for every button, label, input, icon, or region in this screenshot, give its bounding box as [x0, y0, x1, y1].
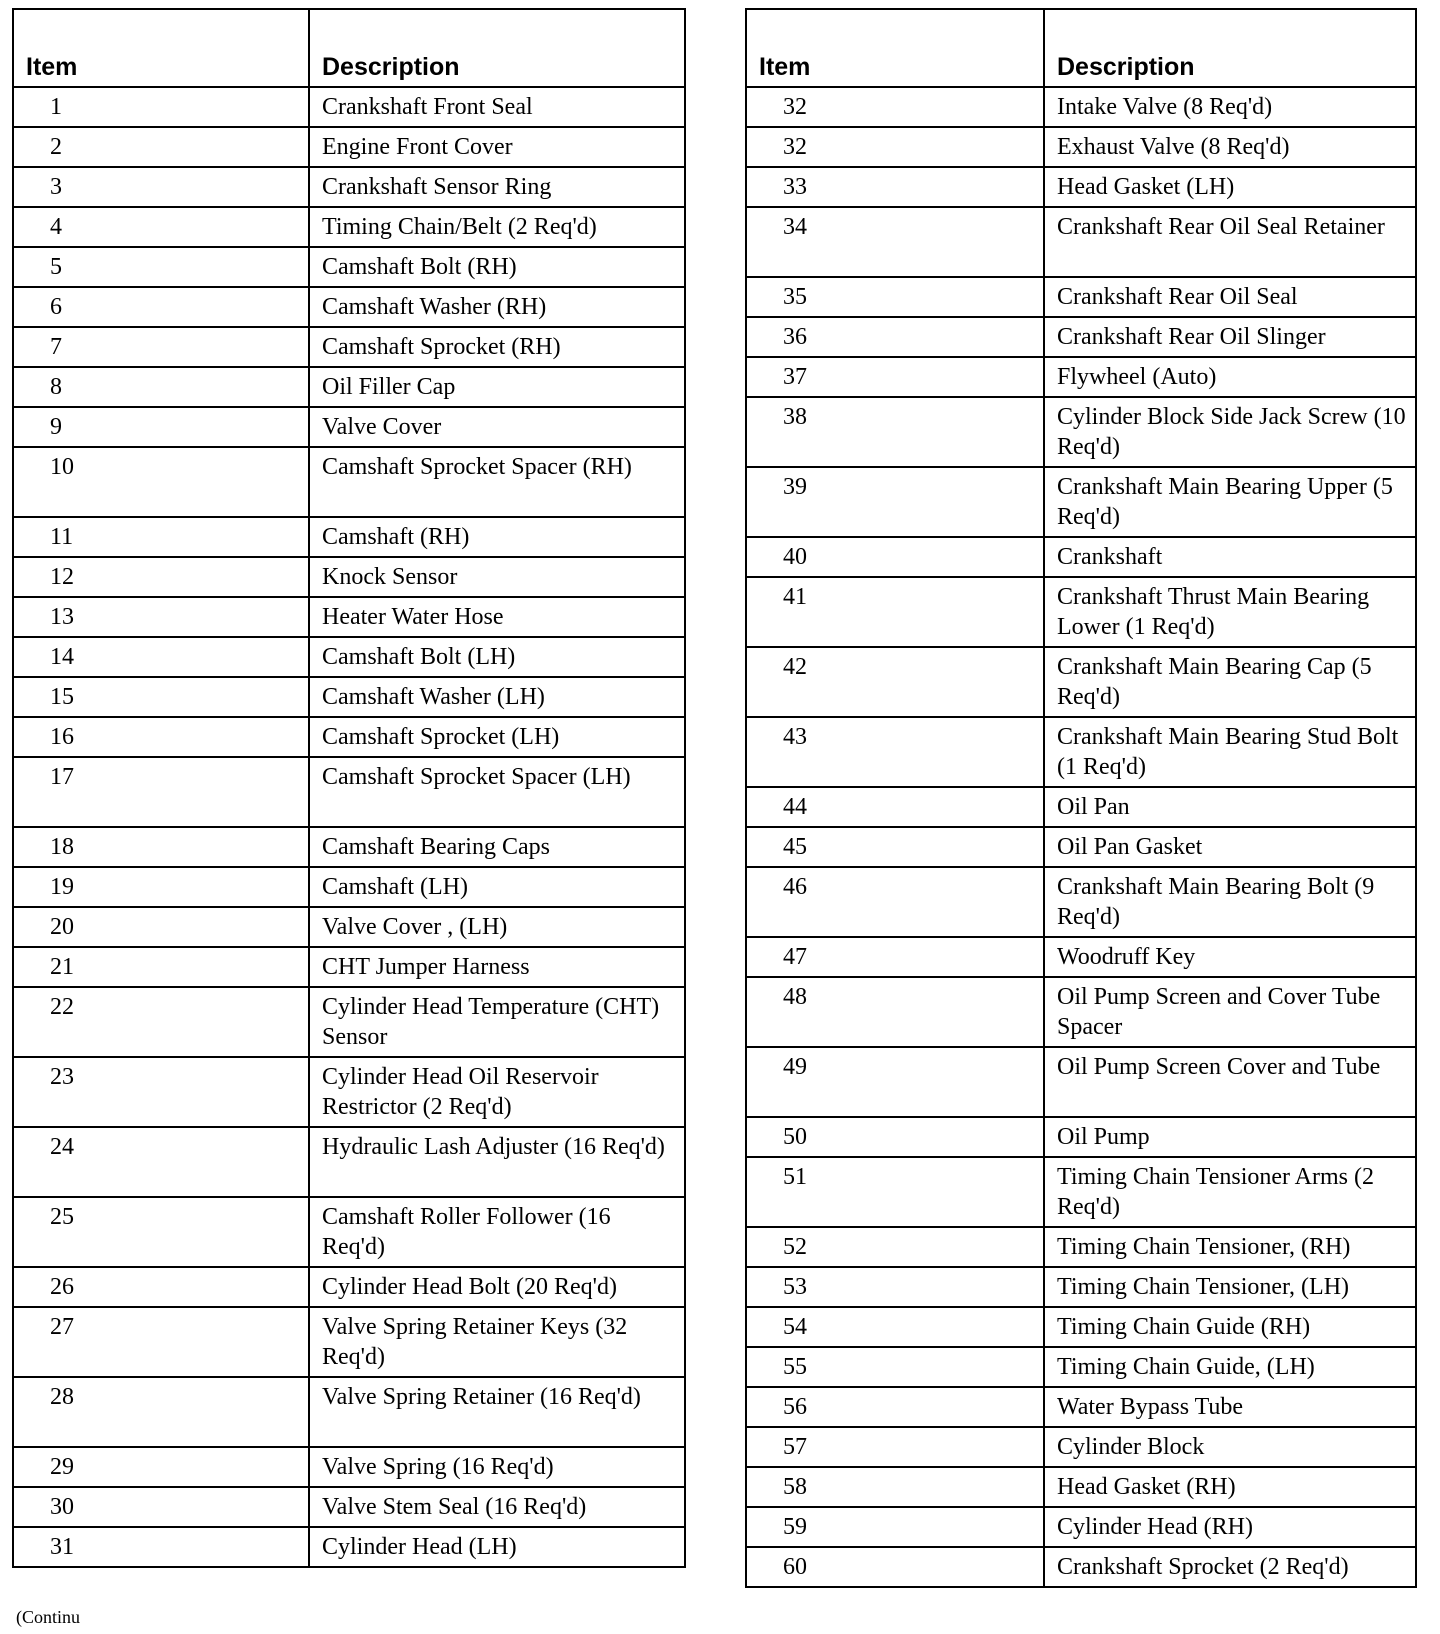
item-number: 52 — [746, 1227, 1044, 1267]
item-number: 31 — [13, 1527, 309, 1567]
item-number: 36 — [746, 317, 1044, 357]
item-number: 19 — [13, 867, 309, 907]
item-description: Valve Spring Retainer Keys (32 Req'd) — [309, 1307, 685, 1377]
item-description: Water Bypass Tube — [1044, 1387, 1416, 1427]
parts-table-right — [745, 8, 1417, 1588]
item-number: 60 — [746, 1547, 1044, 1587]
table-row — [13, 947, 685, 987]
table-row — [746, 937, 1416, 977]
item-description: Valve Stem Seal (16 Req'd) — [309, 1487, 685, 1527]
item-number: 10 — [13, 447, 309, 517]
item-column-header: Item — [746, 9, 1044, 87]
item-number: 54 — [746, 1307, 1044, 1347]
table-row — [13, 167, 685, 207]
item-number: 42 — [746, 647, 1044, 717]
table-row — [13, 1057, 685, 1127]
item-description: Knock Sensor — [309, 557, 685, 597]
table-row — [13, 987, 685, 1057]
table-row — [746, 1307, 1416, 1347]
table-row — [746, 647, 1416, 717]
table-row — [746, 577, 1416, 647]
table-row — [13, 637, 685, 677]
table-row — [746, 1267, 1416, 1307]
table-row — [13, 1527, 685, 1567]
table-row — [13, 597, 685, 637]
item-number: 44 — [746, 787, 1044, 827]
item-number: 47 — [746, 937, 1044, 977]
table-row — [746, 1157, 1416, 1227]
item-description: Camshaft Washer (RH) — [309, 287, 685, 327]
item-number: 29 — [13, 1447, 309, 1487]
item-number: 41 — [746, 577, 1044, 647]
table-row — [13, 447, 685, 517]
item-description: Crankshaft Thrust Main Bearing Lower (1 Req'd) — [1044, 577, 1416, 647]
table-row — [746, 207, 1416, 277]
table-row — [13, 757, 685, 827]
item-description: Oil Pump Screen Cover and Tube — [1044, 1047, 1416, 1117]
item-description: Cylinder Block Side Jack Screw (10 Req'd) — [1044, 397, 1416, 467]
description-column-header: Description — [1044, 9, 1416, 87]
item-number: 57 — [746, 1427, 1044, 1467]
item-description: Oil Pan — [1044, 787, 1416, 827]
item-number: 33 — [746, 167, 1044, 207]
table-row — [746, 127, 1416, 167]
table-row — [13, 1197, 685, 1267]
table-row — [13, 1307, 685, 1377]
item-number: 37 — [746, 357, 1044, 397]
item-number: 38 — [746, 397, 1044, 467]
item-number: 59 — [746, 1507, 1044, 1547]
item-number: 11 — [13, 517, 309, 557]
table-row — [13, 287, 685, 327]
table-row — [13, 207, 685, 247]
table-row — [13, 127, 685, 167]
item-number: 49 — [746, 1047, 1044, 1117]
item-number: 22 — [13, 987, 309, 1057]
table-row — [746, 827, 1416, 867]
item-number: 27 — [13, 1307, 309, 1377]
table-row — [13, 907, 685, 947]
table-row — [746, 717, 1416, 787]
item-number: 3 — [13, 167, 309, 207]
item-description: Crankshaft Rear Oil Seal Retainer — [1044, 207, 1416, 277]
item-description: Crankshaft Front Seal — [309, 87, 685, 127]
table-row — [746, 1047, 1416, 1117]
table-row — [746, 1547, 1416, 1587]
item-number: 53 — [746, 1267, 1044, 1307]
table-header — [13, 9, 685, 87]
item-number: 14 — [13, 637, 309, 677]
table-row — [13, 87, 685, 127]
item-description: Heater Water Hose — [309, 597, 685, 637]
item-column-header: Item — [13, 9, 309, 87]
table-row — [13, 327, 685, 367]
item-number: 46 — [746, 867, 1044, 937]
item-number: 51 — [746, 1157, 1044, 1227]
item-description: Timing Chain/Belt (2 Req'd) — [309, 207, 685, 247]
item-description: Camshaft Bolt (RH) — [309, 247, 685, 287]
item-description: Flywheel (Auto) — [1044, 357, 1416, 397]
item-number: 25 — [13, 1197, 309, 1267]
item-description: Oil Pan Gasket — [1044, 827, 1416, 867]
item-description: CHT Jumper Harness — [309, 947, 685, 987]
table-row — [746, 1507, 1416, 1547]
item-description: Camshaft Sprocket (RH) — [309, 327, 685, 367]
item-description: Hydraulic Lash Adjuster (16 Req'd) — [309, 1127, 685, 1197]
item-number: 40 — [746, 537, 1044, 577]
item-description: Camshaft Sprocket Spacer (RH) — [309, 447, 685, 517]
table-row — [746, 357, 1416, 397]
item-description: Head Gasket (RH) — [1044, 1467, 1416, 1507]
item-number: 56 — [746, 1387, 1044, 1427]
item-description: Woodruff Key — [1044, 937, 1416, 977]
item-description: Crankshaft — [1044, 537, 1416, 577]
item-number: 30 — [13, 1487, 309, 1527]
table-row — [13, 247, 685, 287]
item-description: Timing Chain Guide, (LH) — [1044, 1347, 1416, 1387]
item-description: Camshaft (LH) — [309, 867, 685, 907]
table-row — [13, 827, 685, 867]
item-description: Oil Pump Screen and Cover Tube Spacer — [1044, 977, 1416, 1047]
item-number: 12 — [13, 557, 309, 597]
item-number: 32 — [746, 87, 1044, 127]
item-description: Timing Chain Tensioner Arms (2 Req'd) — [1044, 1157, 1416, 1227]
item-description: Cylinder Block — [1044, 1427, 1416, 1467]
item-number: 18 — [13, 827, 309, 867]
item-number: 35 — [746, 277, 1044, 317]
table-row — [13, 1267, 685, 1307]
item-description: Crankshaft Rear Oil Slinger — [1044, 317, 1416, 357]
item-number: 23 — [13, 1057, 309, 1127]
item-description: Crankshaft Sprocket (2 Req'd) — [1044, 1547, 1416, 1587]
item-description: Cylinder Head (LH) — [309, 1527, 685, 1567]
item-description: Timing Chain Guide (RH) — [1044, 1307, 1416, 1347]
item-number: 4 — [13, 207, 309, 247]
item-number: 15 — [13, 677, 309, 717]
item-description: Camshaft Bolt (LH) — [309, 637, 685, 677]
table-row — [13, 407, 685, 447]
item-description: Camshaft Sprocket Spacer (LH) — [309, 757, 685, 827]
table-row — [13, 867, 685, 907]
item-number: 13 — [13, 597, 309, 637]
item-description: Camshaft (RH) — [309, 517, 685, 557]
table-row — [746, 317, 1416, 357]
table-row — [13, 367, 685, 407]
table-row — [13, 717, 685, 757]
table-row — [13, 1377, 685, 1447]
item-description: Engine Front Cover — [309, 127, 685, 167]
item-number: 1 — [13, 87, 309, 127]
item-number: 55 — [746, 1347, 1044, 1387]
item-description: Valve Cover , (LH) — [309, 907, 685, 947]
item-description: Cylinder Head Oil Reservoir Restrictor (2 Req'd) — [309, 1057, 685, 1127]
item-number: 6 — [13, 287, 309, 327]
table-row — [746, 1387, 1416, 1427]
item-description: Crankshaft Main Bearing Bolt (9 Req'd) — [1044, 867, 1416, 937]
item-description: Cylinder Head Bolt (20 Req'd) — [309, 1267, 685, 1307]
item-description: Camshaft Washer (LH) — [309, 677, 685, 717]
item-description: Camshaft Sprocket (LH) — [309, 717, 685, 757]
table-row — [746, 537, 1416, 577]
table-row — [746, 277, 1416, 317]
table-row — [746, 977, 1416, 1047]
item-description: Crankshaft Main Bearing Upper (5 Req'd) — [1044, 467, 1416, 537]
table-row — [746, 1227, 1416, 1267]
item-description: Timing Chain Tensioner, (LH) — [1044, 1267, 1416, 1307]
item-number: 16 — [13, 717, 309, 757]
table-row — [13, 557, 685, 597]
item-number: 43 — [746, 717, 1044, 787]
continued-footnote: (Continu — [16, 1607, 81, 1627]
item-description: Cylinder Head Temperature (CHT) Sensor — [309, 987, 685, 1057]
table-row — [13, 1487, 685, 1527]
item-description: Cylinder Head (RH) — [1044, 1507, 1416, 1547]
item-number: 28 — [13, 1377, 309, 1447]
item-number: 58 — [746, 1467, 1044, 1507]
item-description: Oil Filler Cap — [309, 367, 685, 407]
table-row — [13, 517, 685, 557]
description-column-header: Description — [309, 9, 685, 87]
item-description: Oil Pump — [1044, 1117, 1416, 1157]
table-row — [13, 1447, 685, 1487]
item-number: 39 — [746, 467, 1044, 537]
item-number: 24 — [13, 1127, 309, 1197]
table-row — [746, 397, 1416, 467]
item-description: Timing Chain Tensioner, (RH) — [1044, 1227, 1416, 1267]
item-description: Crankshaft Rear Oil Seal — [1044, 277, 1416, 317]
item-number: 2 — [13, 127, 309, 167]
item-number: 8 — [13, 367, 309, 407]
item-description: Valve Spring (16 Req'd) — [309, 1447, 685, 1487]
item-number: 48 — [746, 977, 1044, 1047]
item-number: 45 — [746, 827, 1044, 867]
item-description: Valve Spring Retainer (16 Req'd) — [309, 1377, 685, 1447]
item-description: Valve Cover — [309, 407, 685, 447]
table-header — [746, 9, 1416, 87]
table-row — [13, 1127, 685, 1197]
table-row — [746, 467, 1416, 537]
item-number: 34 — [746, 207, 1044, 277]
item-number: 17 — [13, 757, 309, 827]
item-number: 21 — [13, 947, 309, 987]
item-number: 9 — [13, 407, 309, 447]
table-row — [746, 1427, 1416, 1467]
table-row — [13, 677, 685, 717]
table-row — [746, 1467, 1416, 1507]
item-description: Exhaust Valve (8 Req'd) — [1044, 127, 1416, 167]
item-description: Crankshaft Main Bearing Cap (5 Req'd) — [1044, 647, 1416, 717]
item-number: 7 — [13, 327, 309, 367]
item-number: 32 — [746, 127, 1044, 167]
table-row — [746, 1117, 1416, 1157]
item-description: Camshaft Roller Follower (16 Req'd) — [309, 1197, 685, 1267]
table-row — [746, 787, 1416, 827]
item-description: Intake Valve (8 Req'd) — [1044, 87, 1416, 127]
table-row — [746, 87, 1416, 127]
item-number: 26 — [13, 1267, 309, 1307]
table-row — [746, 1347, 1416, 1387]
parts-table-left — [12, 8, 686, 1568]
item-number: 50 — [746, 1117, 1044, 1157]
item-description: Crankshaft Main Bearing Stud Bolt (1 Req'd) — [1044, 717, 1416, 787]
item-number: 5 — [13, 247, 309, 287]
item-description: Camshaft Bearing Caps — [309, 827, 685, 867]
table-row — [746, 867, 1416, 937]
item-number: 20 — [13, 907, 309, 947]
item-description: Crankshaft Sensor Ring — [309, 167, 685, 207]
table-row — [746, 167, 1416, 207]
item-description: Head Gasket (LH) — [1044, 167, 1416, 207]
